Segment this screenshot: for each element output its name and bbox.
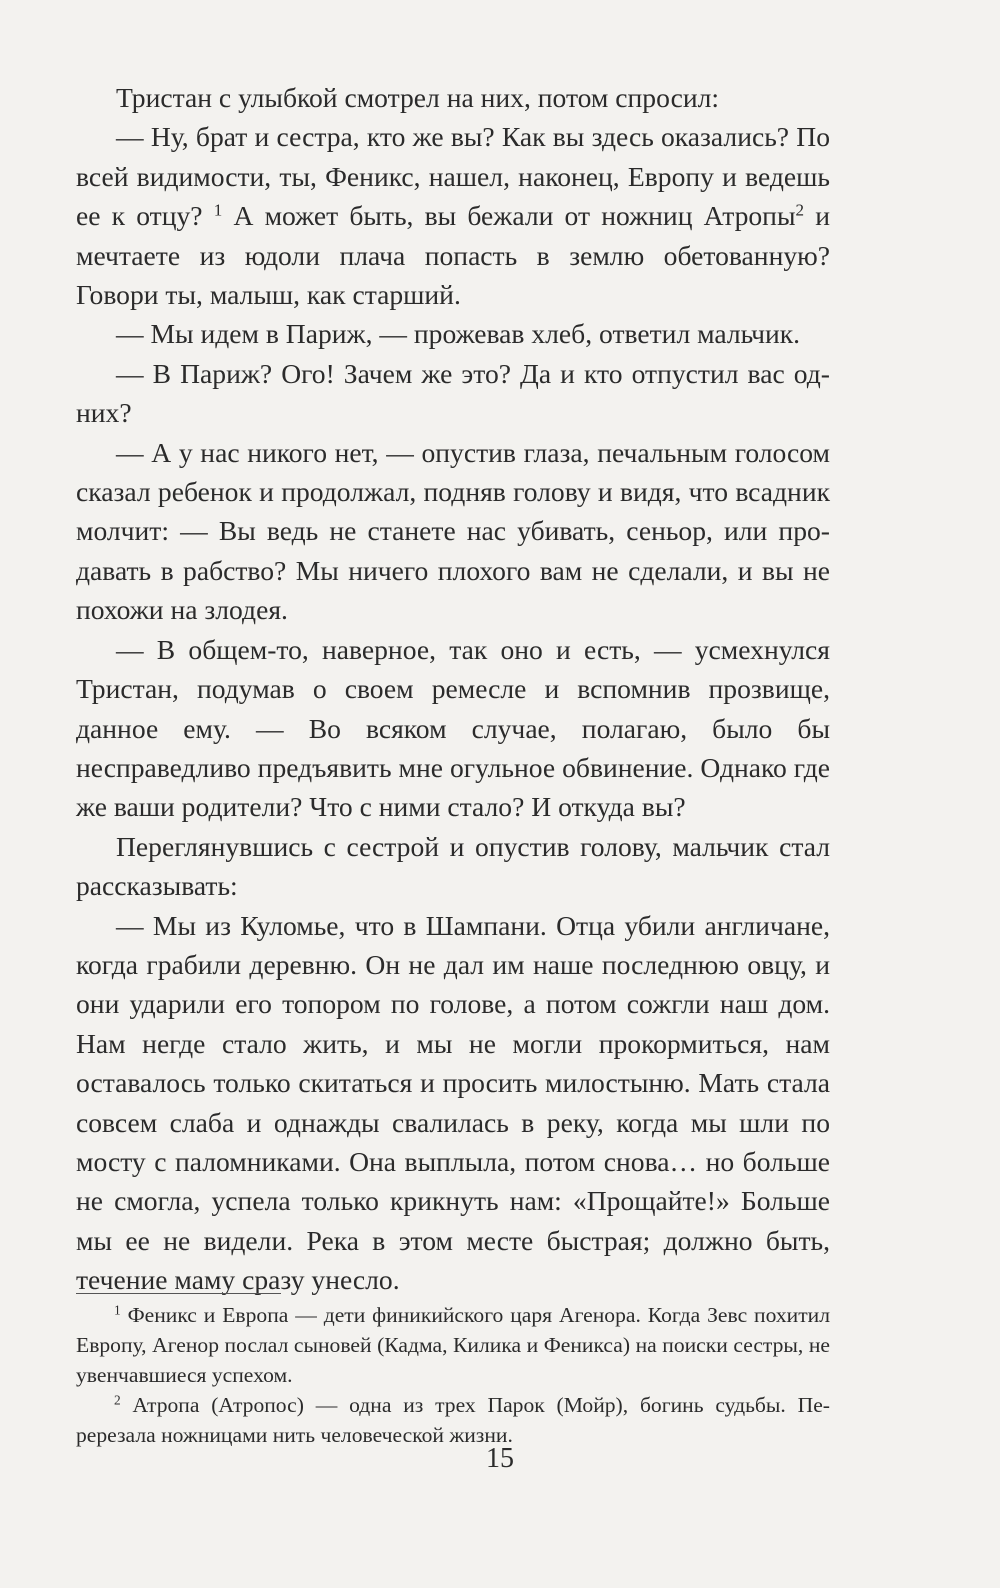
paragraph: — В Париж? Ого! Зачем же это? Да и кто отпустил вас одних? <box>76 357 830 429</box>
footnotes <box>76 1300 830 1450</box>
footnote-text: Атропа (Атропос) — одна из трех Парок (Мойр), богинь судьбы. Перерезала ножницами нить человеческой жизни. <box>76 1393 830 1447</box>
paragraph: — Мы идем в Париж, — прожевав хлеб, ответил мальчик. <box>116 318 801 350</box>
paragraph: — А у нас никого нет, — опустив глаза, печальным голосом сказал ребенок и продолжал, подняв голову и видя, что всадник молчит: — Вы ведь не станете нас убивать, сеньор, или продавать в рабство? Мы ничего плохого вам не сделали, и вы не похожи на злодея. <box>76 436 830 626</box>
footnote-2 <box>76 1390 830 1450</box>
paragraph: — Мы из Куломье, что в Шампани. Отца убили англичане, когда грабили деревню. Он не дал им наше последнюю овцу, и они ударили его топором по голове, а потом сожгли наш дом. Нам негде стало жить, и мы не могли прокормиться, нам оставалось только скитаться и просить милостыню. Мать стала совсем слаба и однажды свалилась в реку, когда мы шли по мосту с паломниками. Она выплыла, потом снова… но больше не смогла, успела только крикнуть нам: «Прощайте!» Больше мы ее не видели. Река в этом месте быстрая; должно быть, течение маму сразу унесло. <box>76 909 830 1296</box>
main-text <box>76 78 830 1300</box>
footnote-mark: 1 <box>114 1302 121 1318</box>
footnote-ref-2[interactable]: 2 <box>795 200 805 220</box>
footnote-text: Феникс и Европа — дети финикийского царя Агенора. Когда Зевс похитил Европу, Агенор послал сыновей (Кадма, Килика и Феникса) на поиски сестры, не увенчавшиеся успехом. <box>76 1303 830 1387</box>
paragraph: — Ну, брат и сестра, кто же вы? Как вы здесь оказались? По всей видимости, ты, Феникс, нашел, наконец, Европу и ведешь ее к отцу? $^1$ А может быть, вы бежали от ножниц Атропы$^2$ и мечтаете из юдоли плача попасть в землю обетованную? Говори ты, малыш, как старший. <box>76 121 831 311</box>
footnote-ref-1[interactable]: 1 <box>213 200 223 220</box>
footnote-mark: 2 <box>114 1392 121 1408</box>
page-number: 15 <box>486 1443 514 1474</box>
footnote-divider <box>76 1293 281 1294</box>
paragraph: Переглянувшись с сестрой и опустив голову, мальчик стал рассказывать: <box>76 830 830 902</box>
paragraph: Тристан с улыбкой смотрел на них, потом спросил: <box>116 82 720 113</box>
footnote-1 <box>76 1300 830 1390</box>
paragraph: — В общем-то, наверное, так оно и есть, — усмехнулся Тристан, подумав о своем ремесле и вспомнив прозвище, данное ему. — Во всяком случае, полагаю, было бы несправедливо предъявить мне огульное обвинение. Однако где же ваши родители? Что с ними стало? И откуда вы? <box>76 633 830 823</box>
